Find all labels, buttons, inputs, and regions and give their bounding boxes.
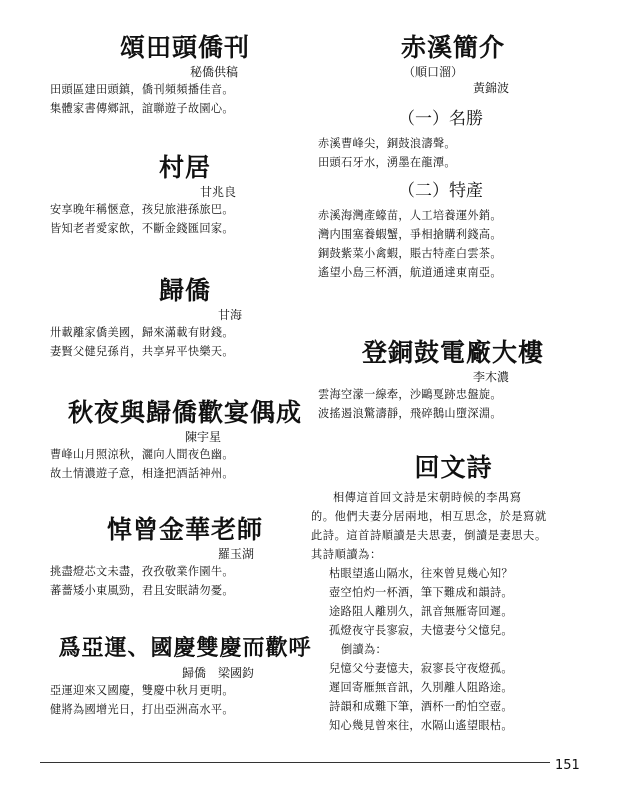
- poem-block: [50, 152, 320, 238]
- poem-line: 途路阻人離別久，訊音無雁寄回遲。: [329, 605, 513, 618]
- poem-author: 羅玉湖: [218, 547, 255, 561]
- poem-author: 歸僑 梁國鈞: [182, 666, 255, 680]
- section-heading: （一）名勝: [398, 109, 483, 129]
- poem-author: 甘海: [218, 308, 243, 322]
- poem-line: 曹峰山月照涼秋，灑向人間夜色幽。: [50, 448, 234, 461]
- poem-block: [50, 275, 320, 361]
- poem-line: 故土情濃遊子意，相逢把酒話神州。: [50, 467, 234, 480]
- poem-title: 頌田頭僑刊: [119, 33, 250, 62]
- article-title: 回文詩: [414, 453, 493, 482]
- footer-rule: [40, 762, 550, 763]
- poem-line: 田頭區建田頭鎮，僑刊頻頻播佳音。: [50, 83, 234, 96]
- section-heading: （二）特產: [398, 181, 483, 201]
- poem-title: 悼曾金華老師: [106, 515, 263, 544]
- poem-author: 陳宇星: [185, 430, 222, 444]
- poem-block: [50, 397, 320, 483]
- poem-line: 知心幾見曾來往，水隔山遙望眼枯。: [329, 719, 513, 732]
- poem-line: 詩韻和成難下筆，酒杯一酌怕空壺。: [329, 700, 513, 713]
- poem-line: 卅載離家僑美國，歸來滿載有財錢。: [50, 326, 234, 339]
- poem-title: 秋夜與歸僑歡宴偶成: [67, 398, 302, 427]
- poem-title: 歸僑: [158, 276, 211, 305]
- poem-line: 枯眼望遙山隔水，往來曾見幾心知？: [329, 567, 513, 580]
- poem-block: [318, 337, 588, 423]
- poem-line: 安享晚年稱愜意，孩兒旅港孫旅巴。: [50, 203, 234, 216]
- poem-line: 波搖遏浪驚濤靜，飛碎鵝山墮深淵。: [318, 407, 502, 420]
- poem-line: 兒憶父兮妻憶夫，寂寥長守夜燈孤。: [329, 662, 513, 675]
- article-title: 赤溪簡介: [400, 33, 505, 62]
- poem-line: 蕃薔矮小東風勁，君且安眠請勿憂。: [50, 584, 234, 597]
- prose-line: 此詩。這首詩順讀是夫思妻，倒讀是妻思夫。: [311, 529, 547, 542]
- poem-title: 登銅鼓電廠大樓: [361, 338, 544, 367]
- reverse-label: 倒讀為：: [341, 643, 387, 656]
- prose-line: 的。他們夫妻分居兩地，相互思念，於是寫就: [311, 510, 547, 523]
- article-author: 黃錦波: [473, 81, 510, 95]
- poem-line: 挑盡燈芯文未盡，孜孜敬業作園牛。: [50, 565, 234, 578]
- poem-line: 亞運迎來又國慶，雙慶中秋月更明。: [50, 684, 234, 697]
- poem-line: 銅鼓紫菜小禽蝦，賬古特產白雲茶。: [318, 247, 502, 260]
- poem-line: 雲海空濛一線牽，沙鷗戛跡忠盤旋。: [318, 388, 502, 401]
- poem-title: 爲亞運、國慶雙慶而歡呼: [58, 636, 312, 661]
- poem-line: 灣内围塞養蝦蟹，爭相搶購利錢高。: [318, 228, 502, 241]
- poem-line: 赤溪曹峰尖，銅鼓浪濤聲。: [318, 137, 456, 150]
- prose-line: 相傳這首回文詩是宋朝時候的李禺寫: [333, 491, 522, 504]
- poem-line: 遙望小島三杯酒，航道通達東南亞。: [318, 266, 502, 279]
- poem-title: 村居: [158, 153, 211, 182]
- poem-line: 赤溪海灣產蠔苗，人工培養運外銷。: [318, 209, 502, 222]
- poem-author: 秘僑供稿: [190, 65, 239, 79]
- poem-line: 皆知老者愛家飲，不斷金錢匯回家。: [50, 222, 234, 235]
- poem-line: 遲回寄雁無音訊，久別離人阻路途。: [329, 681, 513, 694]
- article-subtitle: （順口溜）: [403, 65, 464, 79]
- poem-author: 甘兆良: [200, 185, 237, 199]
- poem-block: [50, 633, 320, 719]
- poem-block: [50, 514, 320, 600]
- page-number: 151: [555, 758, 580, 773]
- article-block: [311, 452, 596, 735]
- poem-line: 孤燈夜守長寥寂，夫憶妻兮父憶兒。: [329, 624, 513, 637]
- poem-line: 集體家書傳鄉訊，誼聯遊子故園心。: [50, 102, 234, 115]
- poem-line: 田頭石牙水，湧墨在龍潭。: [318, 156, 456, 169]
- article-block: [318, 32, 588, 282]
- poem-author: 李木濃: [473, 370, 510, 384]
- poem-line: 壺空怕灼一杯酒，筆下難成和韻詩。: [329, 586, 513, 599]
- poem-line: 健將為國增光日，打出亞洲高水平。: [50, 703, 234, 716]
- poem-block: [50, 32, 320, 118]
- prose-line: 其詩順讀為：: [311, 548, 382, 561]
- poem-line: 妻賢父健兒孫肖，共享昇平快樂天。: [50, 345, 234, 358]
